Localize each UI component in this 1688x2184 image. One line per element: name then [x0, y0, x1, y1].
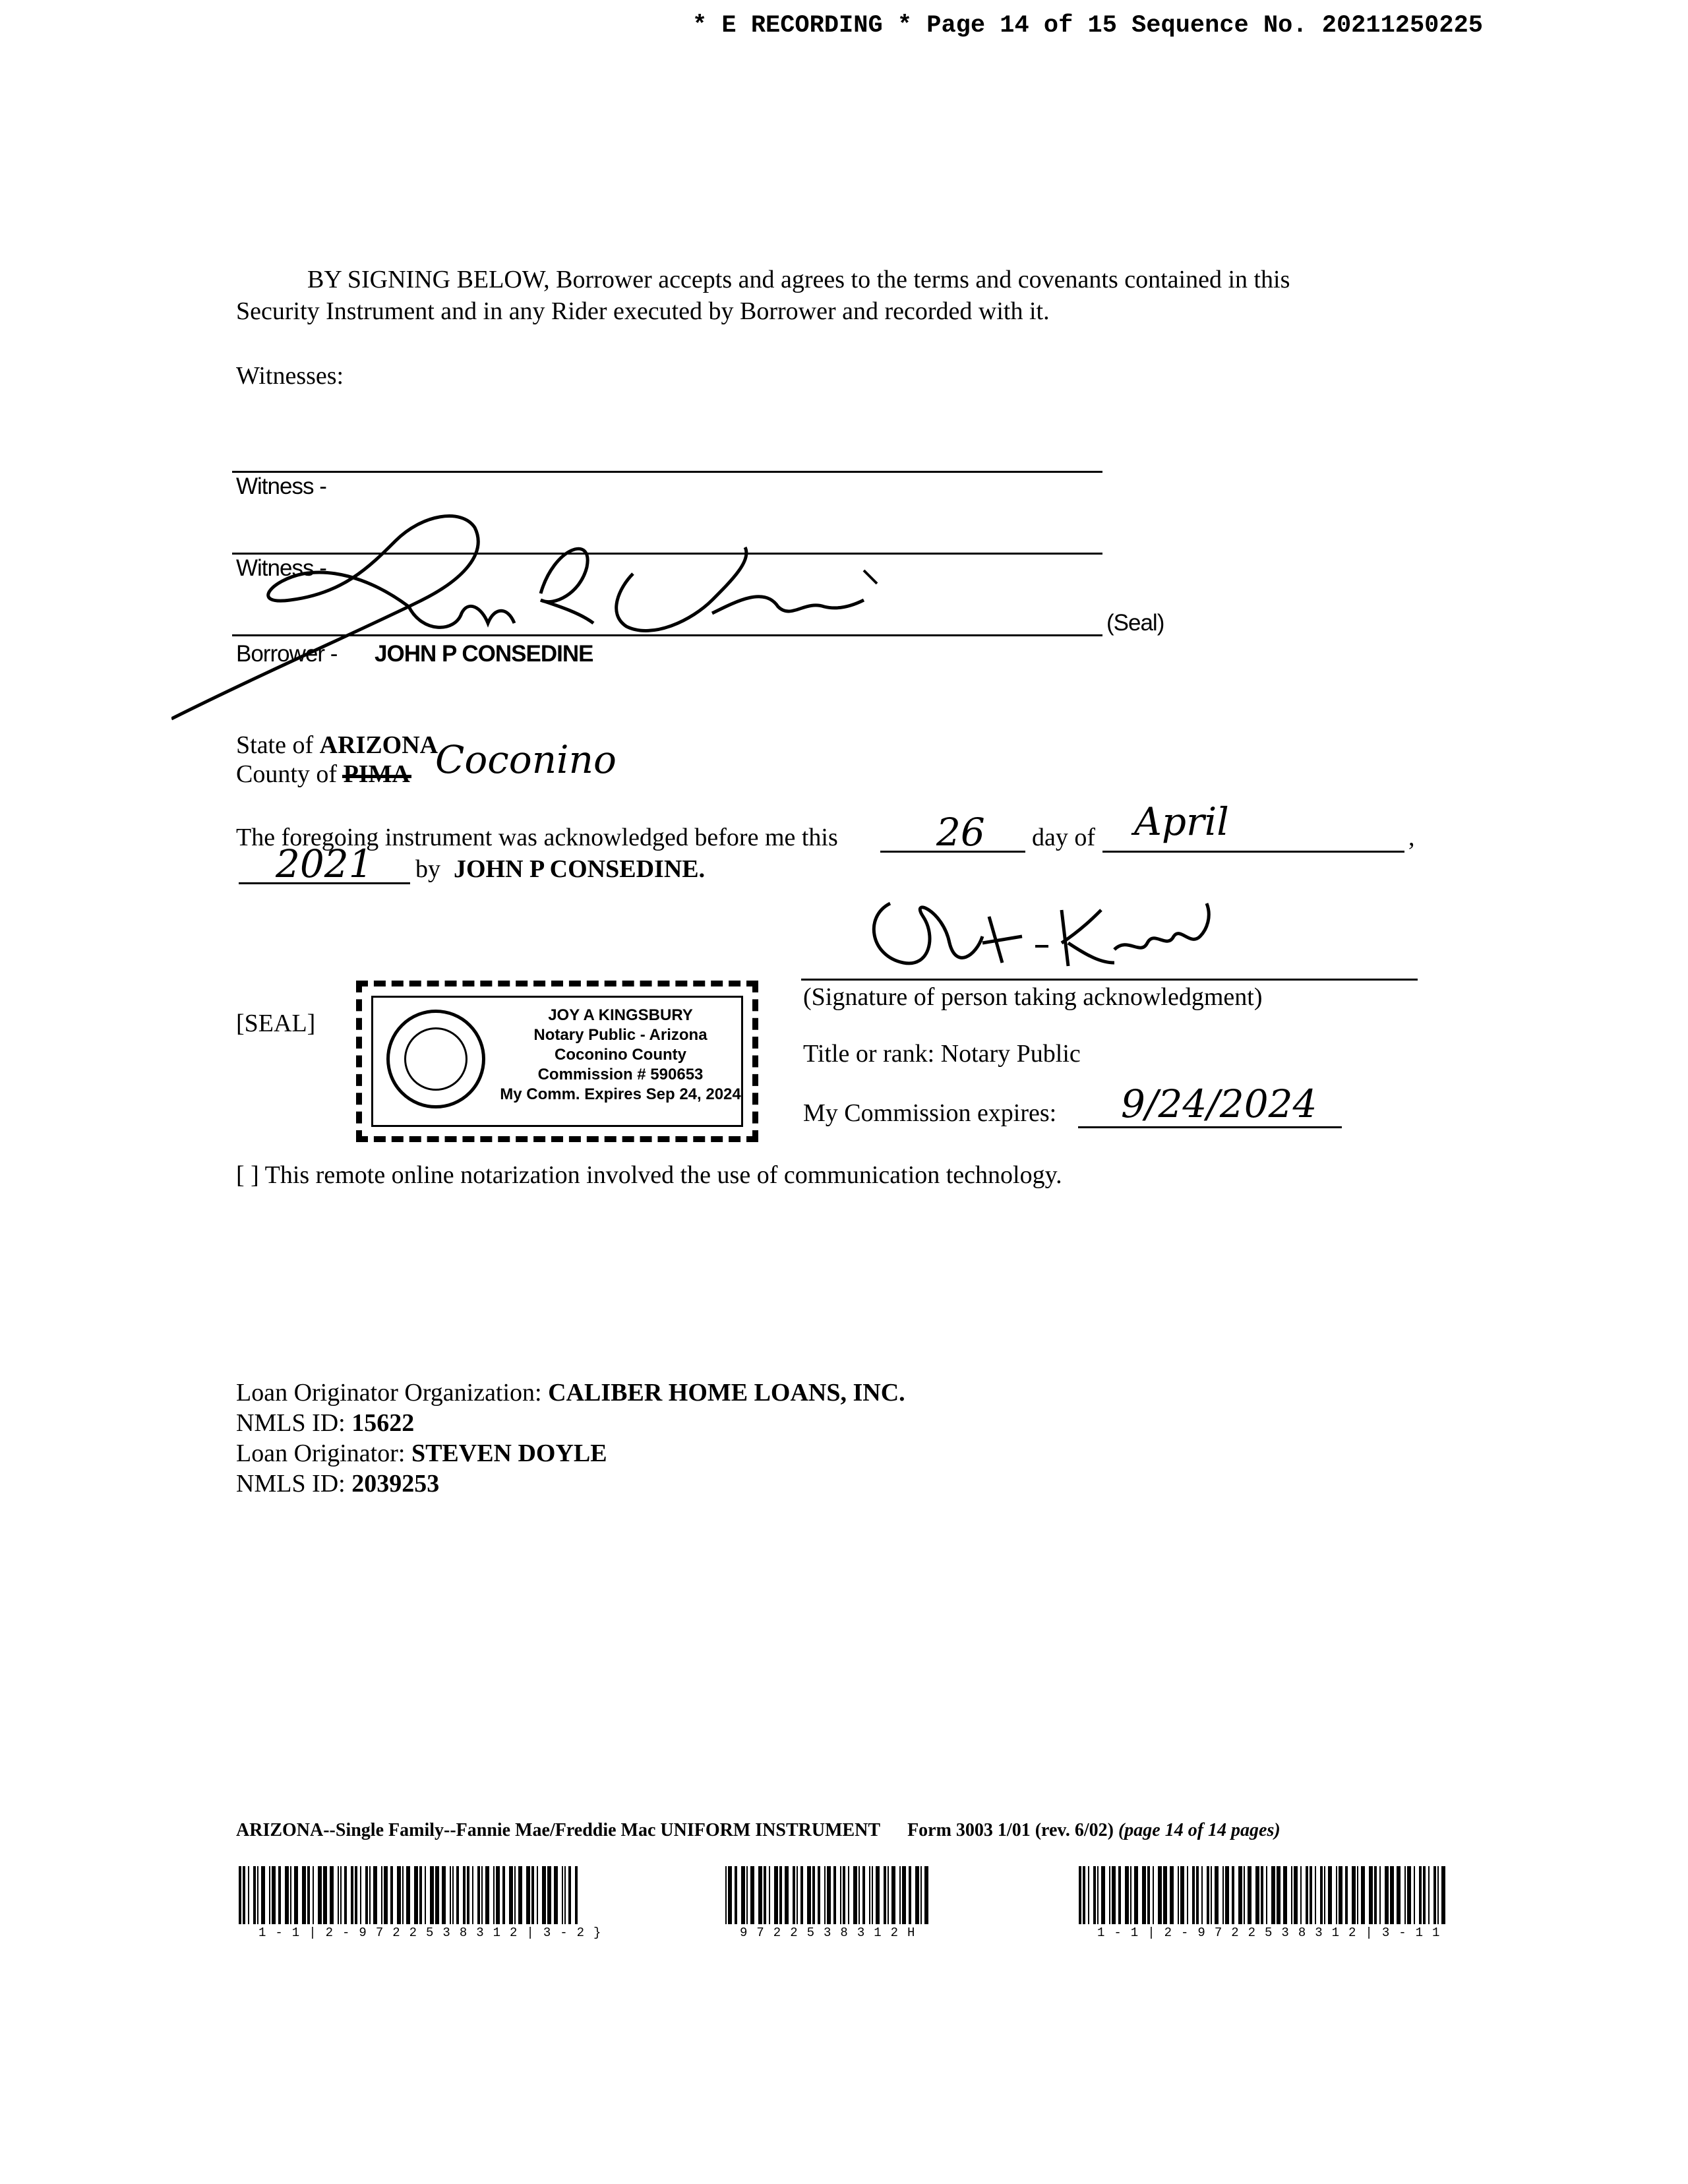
barcode-bar — [793, 1866, 795, 1924]
barcode-bar — [1255, 1866, 1259, 1924]
barcode-bar — [452, 1866, 454, 1924]
barcode-bar — [564, 1866, 566, 1924]
barcode-bar — [360, 1866, 361, 1924]
borrower-name: JOHN P CONSEDINE — [375, 641, 593, 667]
barcode-bar — [1345, 1866, 1348, 1924]
barcode-bar — [518, 1866, 522, 1924]
barcode-bar — [514, 1866, 516, 1924]
barcode-bar — [1315, 1866, 1316, 1924]
barcode-bar — [307, 1866, 310, 1924]
barcode-bar — [531, 1866, 534, 1924]
barcode-bar — [272, 1866, 276, 1924]
barcode-bar — [876, 1866, 880, 1924]
barcode-bar — [1112, 1866, 1116, 1924]
barcode-bar — [318, 1866, 322, 1924]
barcode-1 — [239, 1866, 582, 1924]
barcode-bar — [467, 1866, 469, 1924]
expires-label: My Commission expires: — [803, 1099, 1057, 1127]
barcode-bar — [827, 1866, 831, 1924]
barcode-bar — [414, 1866, 418, 1924]
barcode-bar — [477, 1866, 480, 1924]
barcode-bar — [1291, 1866, 1292, 1924]
barcode-2-text: 9722538312H — [740, 1926, 924, 1940]
barcode-bar — [1414, 1866, 1415, 1924]
barcode-bar — [915, 1866, 919, 1924]
barcode-bar — [493, 1866, 495, 1924]
barcode-bar — [257, 1866, 258, 1924]
barcode-bar — [1170, 1866, 1174, 1924]
originator-nmls-2-line — [236, 1469, 439, 1498]
barcode-bar — [1180, 1866, 1184, 1924]
barcode-bar — [1222, 1866, 1224, 1924]
stamp-line-county: Coconino County — [555, 1046, 686, 1064]
originator-person-line — [236, 1439, 607, 1468]
barcode-bar — [1134, 1866, 1138, 1924]
barcode-bar — [1407, 1866, 1411, 1924]
barcode-bar — [1178, 1866, 1179, 1924]
witness-2-label: Witness - — [236, 555, 326, 581]
barcode-3 — [1079, 1866, 1448, 1924]
notary-stamp — [356, 981, 758, 1142]
barcode-bar — [248, 1866, 249, 1924]
county-line — [236, 760, 410, 789]
barcode-bar — [1248, 1866, 1251, 1924]
barcode-bar — [764, 1866, 766, 1924]
barcode-bar — [472, 1866, 473, 1924]
notary-stamp-border — [371, 996, 743, 1127]
barcode-bar — [924, 1866, 928, 1924]
barcode-bar — [1437, 1866, 1439, 1924]
form-footer — [236, 1820, 1281, 1841]
state-line — [236, 731, 438, 760]
originator-nmls-1-value: 15622 — [351, 1409, 415, 1437]
barcode-bar — [758, 1866, 762, 1924]
barcode-bar — [1163, 1866, 1167, 1924]
barcode-bar — [1361, 1866, 1365, 1924]
barcode-bar — [1109, 1866, 1110, 1924]
witness-1-signature-line — [232, 471, 1102, 473]
originator-org-line — [236, 1378, 905, 1407]
intro-line-1: BY SIGNING BELOW, Borrower accepts and agrees to the terms and covenants contained in this — [307, 266, 1290, 293]
ack-text-a: The foregoing instrument was acknowledged before me this — [236, 824, 838, 851]
barcode-bar — [1187, 1866, 1188, 1924]
barcode-bar — [253, 1866, 256, 1924]
barcode-bar — [735, 1866, 737, 1924]
barcode-bar — [456, 1866, 459, 1924]
barcode-bar — [365, 1866, 368, 1924]
barcode-bar — [1404, 1866, 1406, 1924]
barcode-bar — [1192, 1866, 1195, 1924]
barcode-bar — [891, 1866, 895, 1924]
barcode-bar — [888, 1866, 889, 1924]
barcode-bar — [1215, 1866, 1219, 1924]
barcode-bar — [1271, 1866, 1275, 1924]
barcode-bar — [1397, 1866, 1401, 1924]
barcode-bar — [502, 1866, 505, 1924]
barcode-bar — [390, 1866, 393, 1924]
barcode-bar — [779, 1866, 782, 1924]
intro-line-2: Security Instrument and in any Rider executed by Borrower and recorded with it. — [236, 297, 1050, 325]
barcode-bar — [1118, 1866, 1121, 1924]
ack-comma: , — [1408, 824, 1415, 851]
barcode-bar — [1352, 1866, 1356, 1924]
barcode-bar — [575, 1866, 578, 1924]
barcode-bar — [769, 1866, 770, 1924]
barcode-bar — [862, 1866, 865, 1924]
title-label: Title or rank: — [803, 1040, 935, 1068]
barcode-bar — [537, 1866, 538, 1924]
barcode-bar — [774, 1866, 778, 1924]
barcode-bar — [824, 1866, 826, 1924]
barcode-bar — [568, 1866, 571, 1924]
barcode-bar — [290, 1866, 291, 1924]
originator-person-value: STEVEN DOYLE — [411, 1440, 607, 1467]
barcode-bar — [1374, 1866, 1377, 1924]
barcode-bar — [843, 1866, 845, 1924]
barcode-bar — [1336, 1866, 1337, 1924]
barcode-bar — [1207, 1866, 1209, 1924]
barcode-bar — [1142, 1866, 1146, 1924]
originator-nmls-1-label: NMLS ID: — [236, 1409, 346, 1437]
barcode-bar — [419, 1866, 422, 1924]
barcode-bar — [1441, 1866, 1445, 1924]
barcode-bar — [402, 1866, 404, 1924]
barcode-bar — [351, 1866, 353, 1924]
barcode-bar — [450, 1866, 451, 1924]
barcode-bar — [920, 1866, 922, 1924]
barcode-2 — [725, 1866, 930, 1924]
barcode-bar — [840, 1866, 841, 1924]
barcode-bar — [725, 1866, 727, 1924]
barcode-bar — [746, 1866, 748, 1924]
state-seal-icon — [386, 1010, 485, 1108]
state-label: State of — [236, 731, 314, 759]
notary-signature-caption: (Signature of person taking acknowledgment) — [803, 983, 1263, 1011]
barcode-bar — [1369, 1866, 1373, 1924]
originator-nmls-2-label: NMLS ID: — [236, 1470, 346, 1498]
barcode-bar — [369, 1866, 371, 1924]
county-handwritten: Coconino — [435, 737, 617, 782]
barcode-bar — [355, 1866, 357, 1924]
barcode-bar — [1125, 1866, 1129, 1924]
barcode-bar — [338, 1866, 339, 1924]
expires-value: 9/24/2024 — [1121, 1081, 1317, 1126]
barcode-bar — [797, 1866, 798, 1924]
barcode-bar — [384, 1866, 388, 1924]
barcode-bar — [909, 1866, 911, 1924]
barcode-bar — [323, 1866, 327, 1924]
notary-signature-line — [801, 979, 1418, 981]
expires-line — [1078, 1126, 1342, 1128]
barcode-bar — [239, 1866, 241, 1924]
form-footer-left: ARIZONA--Single Family--Fannie Mae/Freddie Mac UNIFORM INSTRUMENT — [236, 1820, 881, 1840]
barcode-bar — [812, 1866, 815, 1924]
barcode-bar — [278, 1866, 281, 1924]
ack-month-line — [1102, 851, 1404, 853]
barcode-bar — [728, 1866, 732, 1924]
form-footer-number: Form 3003 1/01 (rev. 6/02) — [907, 1820, 1114, 1840]
title-value: Notary Public — [940, 1040, 1081, 1068]
ack-day: 26 — [936, 810, 985, 855]
barcode-bar — [750, 1866, 754, 1924]
barcode-bar — [1266, 1866, 1267, 1924]
originator-org-value: CALIBER HOME LOANS, INC. — [548, 1379, 905, 1407]
barcode-bar — [1232, 1866, 1234, 1924]
barcode-bar — [1324, 1866, 1325, 1924]
stamp-line-name: JOY A KINGSBURY — [548, 1006, 693, 1024]
barcode-bar — [1101, 1866, 1105, 1924]
barcode-bar — [547, 1866, 551, 1924]
barcode-bar — [1079, 1866, 1081, 1924]
stamp-line-expires: My Comm. Expires Sep 24, 2024 — [500, 1085, 741, 1103]
originator-nmls-1-line — [236, 1409, 414, 1438]
barcode-bar — [1130, 1866, 1131, 1924]
barcode-bar — [261, 1866, 265, 1924]
notary-stamp-text — [489, 1006, 752, 1105]
originator-org-label: Loan Originator Organization: — [236, 1379, 542, 1407]
barcode-bar — [869, 1866, 870, 1924]
stamp-line-commission: Commission # 590653 — [537, 1066, 704, 1083]
barcode-bar — [1083, 1866, 1085, 1924]
barcode-bar — [302, 1866, 306, 1924]
ack-name: JOHN P CONSEDINE. — [454, 855, 706, 883]
county-label: County of — [236, 760, 338, 788]
barcode-bar — [509, 1866, 513, 1924]
barcode-bar — [1261, 1866, 1263, 1924]
barcode-bar — [442, 1866, 446, 1924]
title-line — [803, 1039, 1081, 1068]
barcode-bar — [294, 1866, 298, 1924]
barcode-bar — [406, 1866, 410, 1924]
ack-year: 2021 — [276, 841, 373, 886]
barcode-bar — [1093, 1866, 1096, 1924]
barcode-3-text: 1-1|2-9722538312|3-11 — [1097, 1926, 1449, 1940]
barcode-bar — [373, 1866, 377, 1924]
barcode-bar — [496, 1866, 500, 1924]
barcode-bar — [884, 1866, 886, 1924]
barcode-bar — [397, 1866, 401, 1924]
barcode-bar — [243, 1866, 245, 1924]
barcode-bar — [853, 1866, 857, 1924]
barcode-bar — [1419, 1866, 1422, 1924]
barcode-bar — [269, 1866, 270, 1924]
seal-label: [SEAL] — [236, 1010, 316, 1037]
barcode-bar — [807, 1866, 811, 1924]
barcode-bar — [1238, 1866, 1242, 1924]
barcode-bar — [1306, 1866, 1308, 1924]
barcode-bar — [1320, 1866, 1323, 1924]
ack-month: April — [1134, 799, 1229, 844]
barcode-bar — [785, 1866, 789, 1924]
borrower-label: Borrower - — [236, 641, 338, 667]
barcode-bar — [1277, 1866, 1281, 1924]
barcode-bar — [1201, 1866, 1203, 1924]
barcode-bar — [1153, 1866, 1154, 1924]
barcode-bar — [1283, 1866, 1287, 1924]
stamp-line-title: Notary Public - Arizona — [533, 1026, 708, 1044]
barcode-bar — [1147, 1866, 1150, 1924]
barcode-bar — [800, 1866, 803, 1924]
barcode-bar — [1390, 1866, 1394, 1924]
barcode-bar — [1211, 1866, 1212, 1924]
barcode-1-text: 1-1|2-9722538312|3-2} — [258, 1926, 611, 1940]
remote-notarization-checkbox[interactable]: [ ] This remote online notarization involved the use of communication technology. — [236, 1161, 1062, 1189]
ack-text-c: by — [415, 855, 440, 883]
barcode-bar — [481, 1866, 483, 1924]
barcode-bar — [485, 1866, 489, 1924]
barcode-bar — [1158, 1866, 1162, 1924]
barcode-bar — [1225, 1866, 1229, 1924]
barcode-bar — [1097, 1866, 1099, 1924]
barcode-bar — [435, 1866, 439, 1924]
originator-nmls-2-value: 2039253 — [351, 1470, 440, 1498]
barcode-bar — [1423, 1866, 1426, 1924]
witness-1-label: Witness - — [236, 473, 326, 499]
barcode-bar — [285, 1866, 289, 1924]
county-struck-value: PIMA — [343, 760, 410, 788]
barcode-bar — [1379, 1866, 1381, 1924]
ack-text-b: day of — [1032, 824, 1096, 851]
barcode-bar — [1428, 1866, 1430, 1924]
barcode-bar — [344, 1866, 347, 1924]
barcode-bar — [562, 1866, 563, 1924]
barcode-bar — [554, 1866, 558, 1924]
barcode-bar — [741, 1866, 745, 1924]
borrower-signature — [171, 508, 897, 725]
barcode-bar — [1357, 1866, 1358, 1924]
barcode-bar — [872, 1866, 873, 1924]
barcode-bar — [1385, 1866, 1389, 1924]
barcode-bar — [833, 1866, 836, 1924]
notary-signature — [851, 890, 1220, 983]
barcode-bar — [848, 1866, 849, 1924]
barcode-bar — [340, 1866, 342, 1924]
barcode-bar — [818, 1866, 820, 1924]
originator-person-label: Loan Originator: — [236, 1440, 406, 1467]
barcode-bar — [1088, 1866, 1089, 1924]
state-value: ARIZONA — [319, 731, 438, 759]
barcode-bar — [1300, 1866, 1302, 1924]
barcode-bar — [1339, 1866, 1342, 1924]
barcode-bar — [1244, 1866, 1245, 1924]
barcode-bar — [899, 1866, 901, 1924]
barcode-bar — [1310, 1866, 1312, 1924]
barcode-bar — [859, 1866, 860, 1924]
barcode-bar — [330, 1866, 334, 1924]
barcode-bar — [1328, 1866, 1332, 1924]
barcode-bar — [1294, 1866, 1298, 1924]
witnesses-heading: Witnesses: — [236, 362, 344, 390]
barcode-bar — [1196, 1866, 1199, 1924]
recording-header: * E RECORDING * Page 14 of 15 Sequence No. 20211250225 — [692, 12, 1483, 40]
barcode-bar — [425, 1866, 426, 1924]
borrower-seal-label: (Seal) — [1106, 610, 1164, 636]
barcode-bar — [430, 1866, 434, 1924]
barcode-bar — [1433, 1866, 1436, 1924]
barcode-bar — [542, 1866, 546, 1924]
barcode-bar — [381, 1866, 382, 1924]
barcode-bar — [902, 1866, 906, 1924]
barcode-bar — [313, 1866, 314, 1924]
barcode-bar — [463, 1866, 466, 1924]
barcode-bar — [526, 1866, 530, 1924]
form-footer-page: (page 14 of 14 pages) — [1118, 1820, 1281, 1840]
